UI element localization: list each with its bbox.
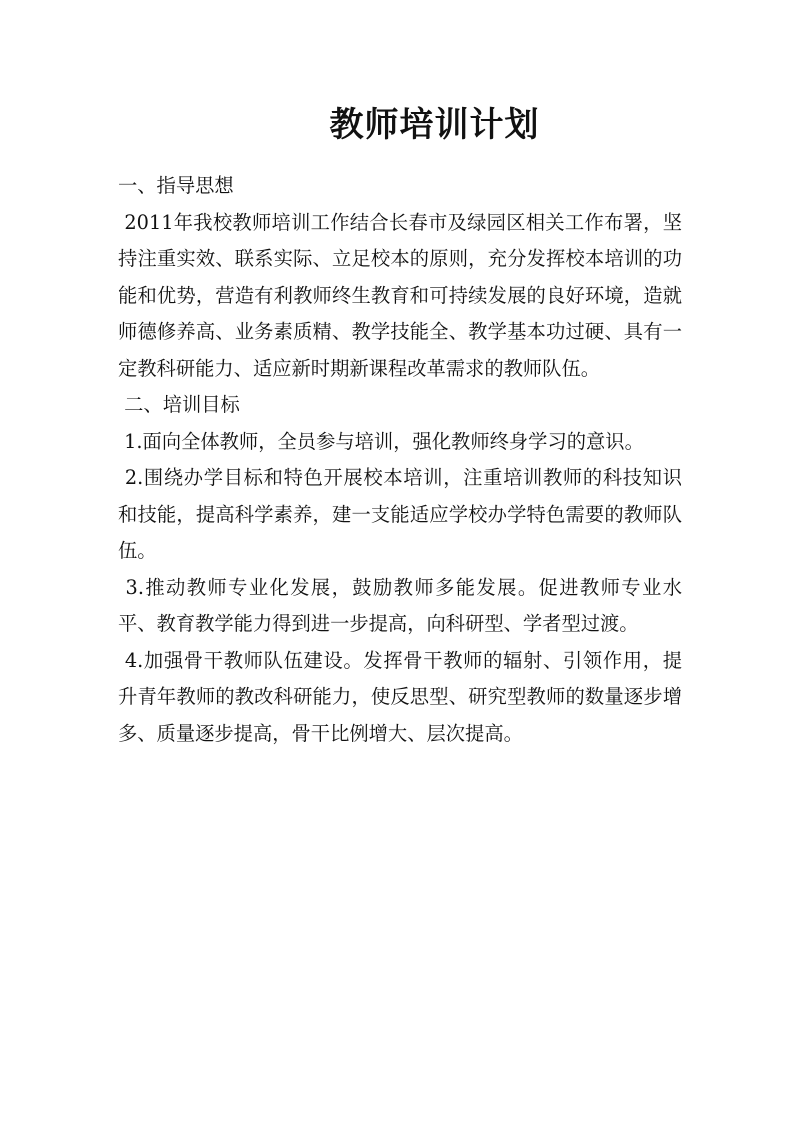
list-item: 2.围绕办学目标和特色开展校本培训，注重培训教师的科技知识和技能，提高科学素养，建一支能适应学校办学特色需要的教师队伍。 <box>118 466 682 562</box>
paragraph: 2011年我校教师培训工作结合长春市及绿园区相关工作布署，坚持注重实效、联系实际、立足校本的原则，充分发挥校本培训的功能和优势，营造有利教师终生教育和可持续发展的良好环境，造就师德修养高、业务素质精、教学技能全、教学基本功过硬、具有一定教科研能力、适应新时期新课程改革需求的教师队伍。 <box>118 210 682 380</box>
list-item: 3.推动教师专业化发展，鼓励教师多能发展。促进教师专业水平、教育教学能力得到进一步提高，向科研型、学者型过渡。 <box>118 575 682 635</box>
section-heading: 二、培训目标 <box>118 393 240 416</box>
document-body <box>118 168 682 752</box>
list-item: 1.面向全体教师，全员参与培训，强化教师终身学习的意识。 <box>118 429 644 453</box>
list-item: 4.加强骨干教师队伍建设。发挥骨干教师的辐射、引领作用，提升青年教师的教改科研能力，使反思型、研究型教师的数量逐步增多、质量逐步提高，骨干比例增大、层次提高。 <box>118 648 682 745</box>
document-title: 教师培训计划 <box>329 105 540 145</box>
section-heading: 一、指导思想 <box>118 174 234 197</box>
